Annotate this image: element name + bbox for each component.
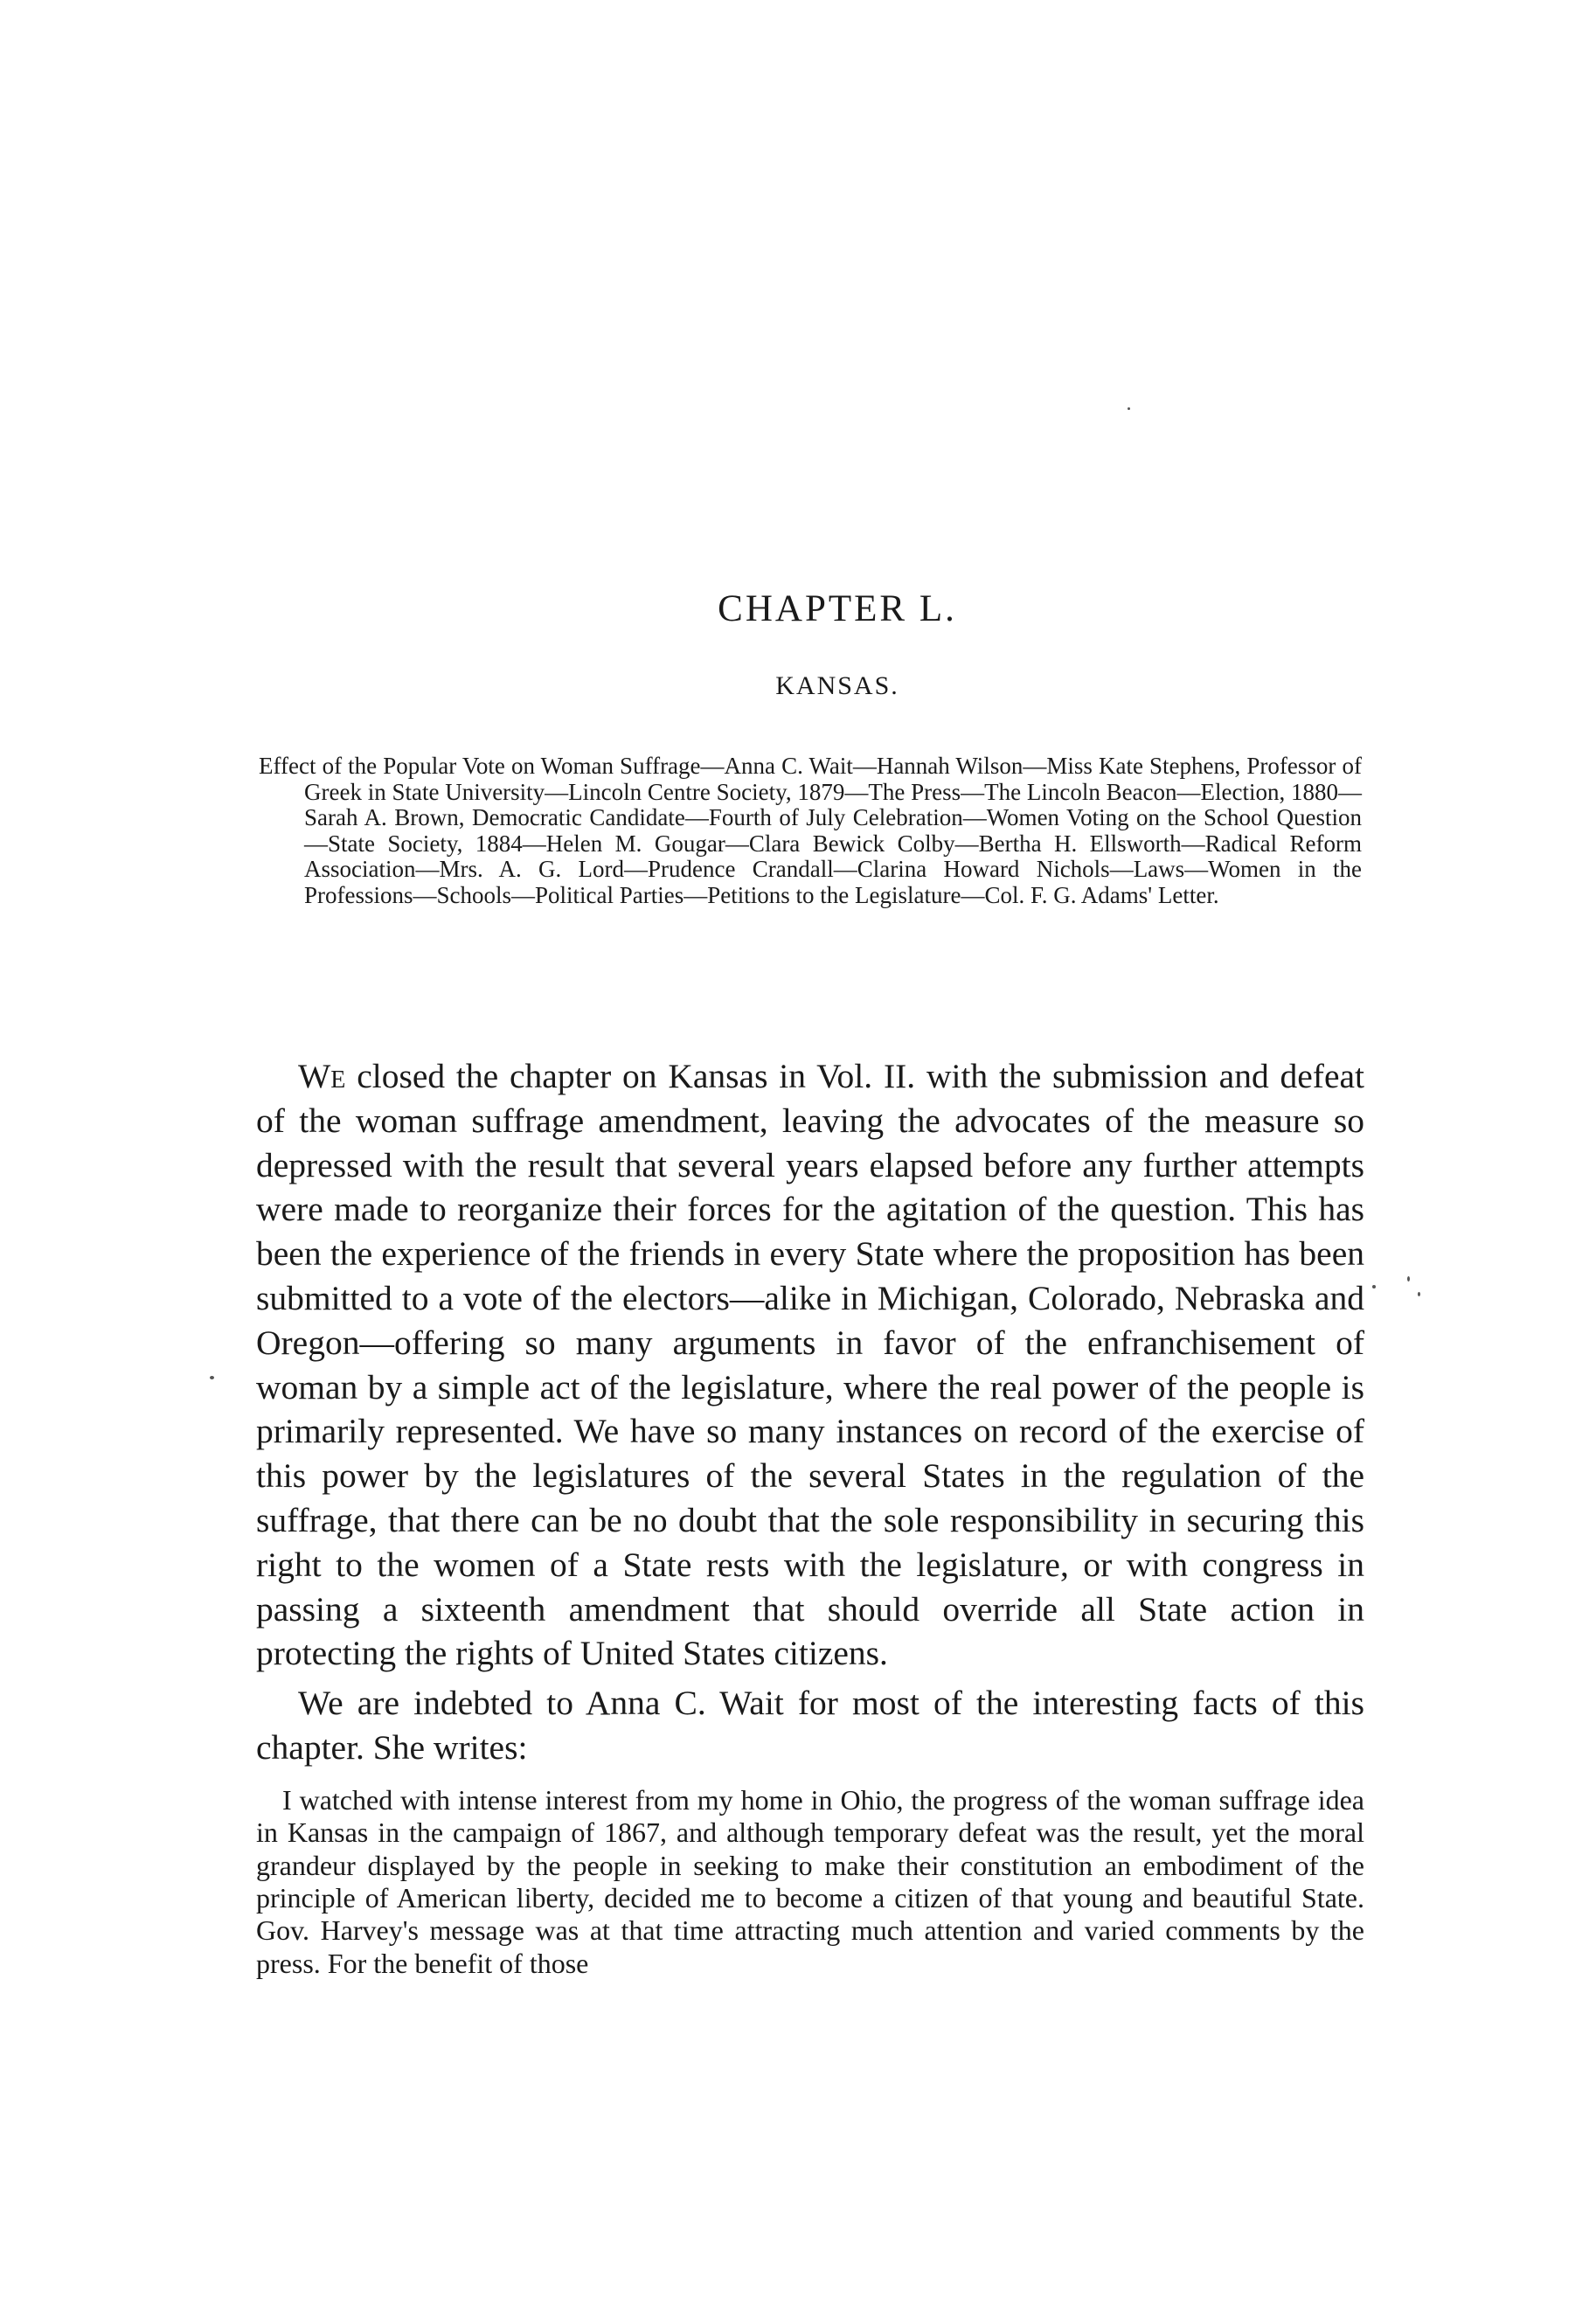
scan-speck: [210, 1376, 214, 1379]
scan-speck: [1128, 407, 1130, 410]
chapter-synopsis: Effect of the Popular Vote on Woman Suffrage—Anna C. Wait—Hannah Wilson—Miss Kate Stephens, Professor of Greek in State University—Lincoln Centre Society, 1879—The Press—The Lincoln Beacon—Election, 1880—Sarah A. Brown, Democratic Candidate—Fourth of July Celebration—Women Voting on the School Question—State Society, 1884—Helen M. Gougar—Clara Bewick Colby—Bertha H. Ellsworth—Radical Reform Association—Mrs. A. G. Lord—Prudence Crandall—Clarina Howard Nichols—Laws—Women in the Professions—Schools—Political Parties—Petitions to the Legislature—Col. F. G. Adams' Letter.: [259, 753, 1362, 908]
body-text: [256, 1054, 1364, 1980]
scan-speck: [1407, 1276, 1410, 1281]
scan-speck: [1372, 1285, 1376, 1288]
chapter-subtitle: KANSAS.: [775, 671, 899, 700]
block-quote: I watched with intense interest from my home in Ohio, the progress of the woman suffrage idea in Kansas in the campaign of 1867, and although temporary defeat was the result, yet the moral grandeur displayed by the people in seeking to make their constitution an embodiment of the principle of American liberty, decided me to become a citizen of that young and beautiful State. Gov. Harvey's message was at that time attracting much attention and varied comments by the press. For the benefit of those: [256, 1783, 1364, 1979]
paragraph-1: [256, 1054, 1364, 1676]
chapter-title: CHAPTER L.: [718, 588, 957, 629]
paragraph-2: We are indebted to Anna C. Wait for most of the interesting facts of this chapter. She writes:: [256, 1684, 1364, 1767]
scan-speck: [1418, 1292, 1420, 1296]
paragraph-1-lead: We: [298, 1057, 346, 1095]
paragraph-1-text: closed the chapter on Kansas in Vol. II. with the submission and defeat of the woman suffrage amendment, leaving the advocates of the measure so depressed with the result that several years elapsed before any further attempts were made to reorganize their forces for the agitation of the question. This has been the experience of the friends in every State where the proposition has been submitted to a vote of the electors—alike in Michigan, Colorado, Nebraska and Oregon—offering so many arguments in favor of the enfranchisement of woman by a simple act of the legislature, where the real power of the people is primarily represented. We have so many instances on record of the exercise of this power by the legislatures of the several States in the regulation of the suffrage, that there can be no doubt that the sole responsibility in securing this right to the women of a State rests with the legislature, or with congress in passing a sixteenth amendment that should override all State action in protecting the rights of United States citizens.: [256, 1057, 1364, 1673]
